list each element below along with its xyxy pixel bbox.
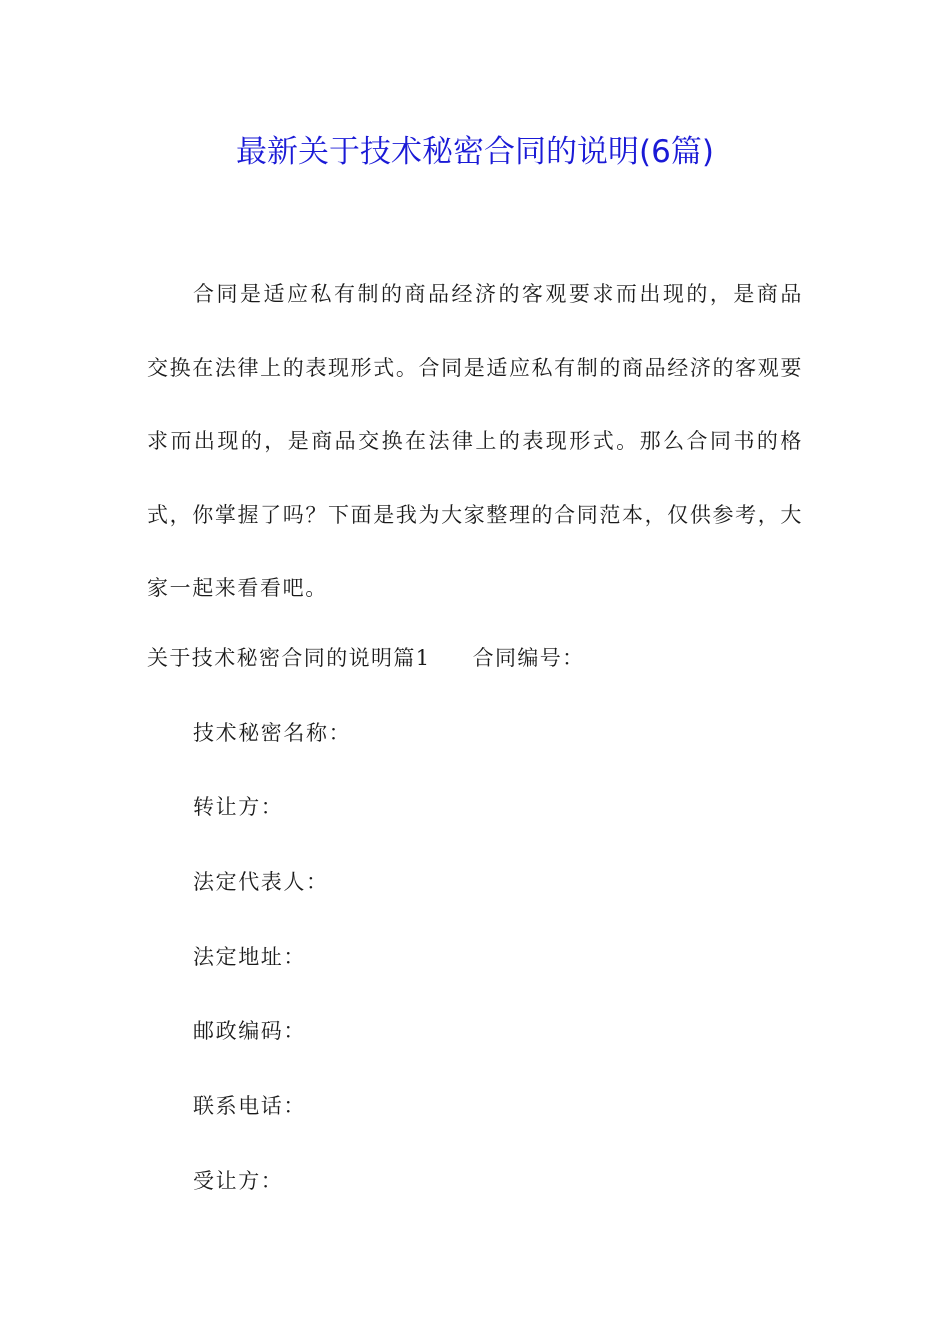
field-transferee: 受让方： [193, 1169, 284, 1193]
field-phone: 联系电话： [193, 1094, 306, 1118]
document-title: 最新关于技术秘密合同的说明(6篇) [236, 134, 714, 170]
contract-number-label: 合同编号： [472, 646, 585, 670]
field-postal-code: 邮政编码： [193, 1019, 306, 1043]
section-heading: 关于技术秘密合同的说明篇1 [147, 646, 431, 670]
section-heading-line [147, 638, 807, 678]
field-tech-secret-name: 技术秘密名称： [193, 721, 352, 745]
field-legal-address: 法定地址： [193, 945, 306, 969]
field-legal-representative: 法定代表人： [193, 870, 329, 894]
field-transferor: 转让方： [193, 795, 284, 819]
intro-paragraph: 合同是适应私有制的商品经济的客观要求而出现的，是商品交换在法律上的表现形式。合同是适应私有制的商品经济的客观要求而出现的，是商品交换在法律上的表现形式。那么合同书的格式，你掌握了吗？下面是我为大家整理的合同范本，仅供参考，大家一起来看看吧。 [147, 282, 803, 601]
